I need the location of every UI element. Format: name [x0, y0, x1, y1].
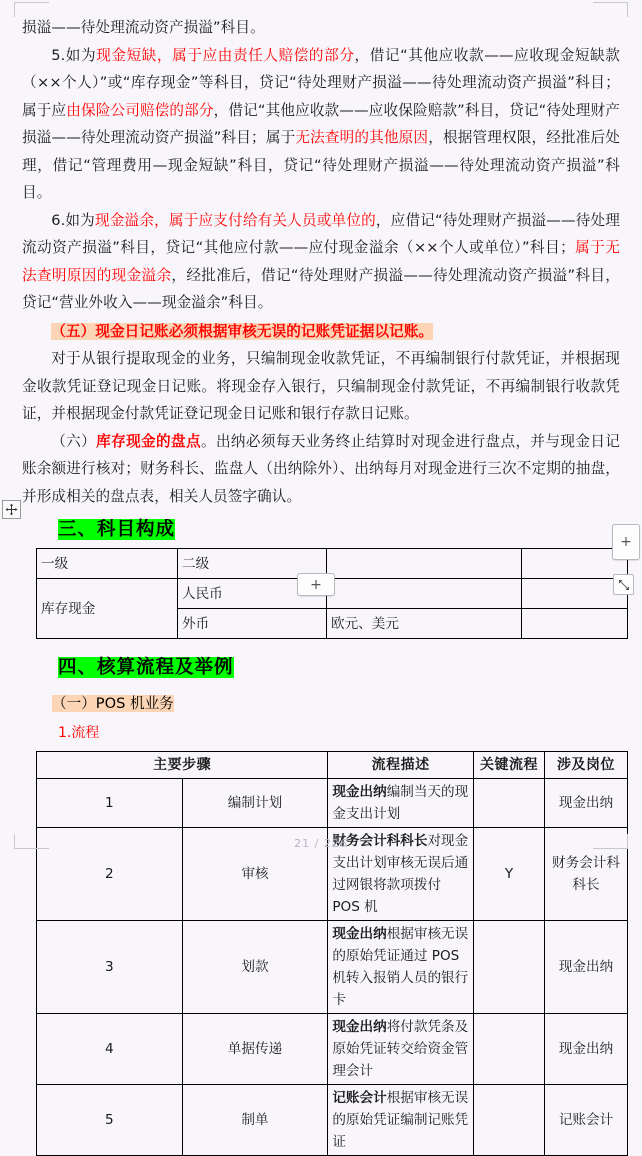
table-row [37, 1014, 628, 1085]
process-row-4-step[interactable]: 单据传递 [182, 1014, 328, 1085]
process-header-step[interactable]: 主要步骤 [37, 752, 328, 779]
table-row [37, 1085, 628, 1156]
subject-cell-col4-foreign[interactable] [522, 609, 628, 639]
process-row-4-no[interactable]: 4 [37, 1014, 183, 1085]
subject-header-level2[interactable]: 二级 [178, 549, 327, 579]
subject-header-col3[interactable] [327, 549, 522, 579]
process-row-1-desc-rest: 编制当天的现金支出计划 [332, 784, 469, 822]
paragraph-6-text-2: ，经批准后，借记“待处理财产损溢——待处理流动资产损溢”科目，贷记“营业外收入——现金溢余”科目。 [22, 266, 620, 311]
process-row-2-key[interactable]: Y [474, 828, 545, 921]
process-header-key[interactable]: 关键流程 [474, 752, 545, 779]
add-column-button[interactable]: + [297, 573, 335, 596]
process-row-5-role[interactable]: 记账会计 [545, 1085, 628, 1156]
paragraph-6-text-1: ，应借记“待处理财产损溢——待处理流动资产损溢”科目，贷记“其他应付款——应付现金溢余（××个人或单位）”科目； [22, 211, 621, 256]
process-row-4-desc-bold: 现金出纳 [332, 1019, 387, 1035]
move-arrows-icon [5, 503, 18, 516]
paragraph-five-body [22, 345, 620, 428]
process-header-desc[interactable]: 流程描述 [328, 752, 474, 779]
process-row-1-step[interactable]: 编制计划 [182, 779, 328, 828]
paragraph-continued [22, 0, 620, 42]
paragraph-6-red-3: 属于无法查明原因的现金溢余 [22, 239, 620, 284]
process-row-4-key[interactable] [474, 1014, 545, 1085]
paragraph-5-red-3: 由保险公司赔偿的部分 [66, 101, 214, 119]
subject-cell-col3-rmb[interactable] [327, 579, 522, 609]
paragraph-5-lead: 5.如为 [51, 46, 97, 64]
page-number: 21 / 226 [294, 837, 348, 850]
paragraph-six-rest: 。出纳必须每天业务终止结算时对现金进行盘点，并与现金日记账余额进行核对；财务科长、监盘人（出纳除外）、出纳每月对现金进行三次不定期的抽盘，并形成相关的盘点表，相关人员签字确认。 [22, 432, 621, 505]
subject-header-level1[interactable]: 一级 [37, 549, 178, 579]
process-row-4-desc-rest: 将付款凭条及原始凭证转交给资金管理会计 [332, 1019, 469, 1079]
paragraph-six [22, 428, 620, 511]
section-4-subheading-text: （一）POS 机业务 [52, 695, 174, 712]
process-row-1-desc-bold: 现金出纳 [332, 784, 387, 800]
section-4-heading-text: 四、核算流程及举例 [58, 657, 234, 678]
process-row-3-step[interactable]: 划款 [182, 921, 328, 1014]
process-row-3-role[interactable]: 现金出纳 [545, 921, 628, 1014]
process-row-5-desc-rest: 根据审核无误的原始凭证编制记账凭证 [332, 1090, 469, 1150]
heading-five-text: （五）现金日记账必须根据审核无误的记账凭证据以记账。 [51, 322, 434, 340]
paragraph-5-text-3: ，根据管理权限，经批准后处理，借记“管理费用—现金短缺”科目，贷记“待处理财产损溢——待处理流动资产损溢”科目。 [22, 129, 620, 201]
heading-five [22, 318, 620, 346]
section-3-heading [22, 515, 620, 545]
process-header-role[interactable]: 涉及岗位 [545, 752, 628, 779]
section-4-heading [22, 653, 620, 683]
process-row-5-key[interactable] [474, 1085, 545, 1156]
subject-cell-level2-rmb[interactable]: 人民币 [178, 579, 327, 609]
paragraph-five-body-text: 对于从银行提取现金的业务，只编制现金收款凭证，不再编制银行付款凭证，并根据现金收款凭证登记现金日记账。将现金存入银行，只编制现金付款凭证，不再编制银行收款凭证，并根据现金付款凭证登记现金日记账和银行存款日记账。 [22, 350, 620, 422]
paragraph-5-text-1: ，借记“其他应收款——应收现金短缺款（××个人）”或“库存现金”等科目，贷记“待处理财产损溢——待处理流动资产损溢”科目；属于应 [22, 46, 620, 119]
subject-cell-col4-rmb[interactable] [522, 579, 628, 609]
subject-cell-level1[interactable]: 库存现金 [37, 579, 178, 639]
paragraph-5-red-2: ，属于应由责任人赔偿的部分 [156, 46, 355, 64]
resize-diagonal-icon [618, 579, 630, 591]
paragraph-5 [22, 42, 620, 207]
process-row-5-no[interactable]: 5 [37, 1085, 183, 1156]
section-3-heading-text: 三、科目构成 [58, 519, 176, 540]
paragraph-5-red-1: 现金短缺 [96, 46, 157, 64]
process-row-2-desc-bold: 财务会计科科长 [332, 833, 428, 849]
process-row-3-desc-bold: 现金出纳 [332, 926, 387, 942]
add-row-button[interactable]: + [612, 524, 640, 560]
process-row-2-desc-rest: 对现金支出计划审核无误后通过网银将款项拨付 POS 机 [332, 833, 469, 915]
paragraph-six-prefix: （六） [51, 432, 97, 450]
process-row-4-desc[interactable] [328, 1014, 474, 1085]
process-row-1-role[interactable]: 现金出纳 [545, 779, 628, 828]
process-row-1-key[interactable] [474, 779, 545, 828]
table-row [37, 921, 628, 1014]
process-row-4-role[interactable]: 现金出纳 [545, 1014, 628, 1085]
process-row-2-role[interactable]: 财务会计科科长 [545, 828, 628, 921]
subject-cell-level2-foreign[interactable]: 外币 [178, 609, 327, 639]
process-row-5-desc[interactable] [328, 1085, 474, 1156]
process-row-5-step[interactable]: 制单 [182, 1085, 328, 1156]
process-row-1-desc[interactable] [328, 779, 474, 828]
paragraph-6-lead: 6.如为 [51, 211, 95, 229]
table-row [37, 752, 628, 779]
paragraph-6-red-1: 现金溢余 [94, 211, 155, 229]
paragraph-5-red-4: 无法查明的其他原因 [295, 129, 429, 146]
paragraph-continued-text: 损溢——待处理流动资产损溢”科目。 [22, 19, 265, 36]
paragraph-5-text-2: ，借记“其他应收款——应收保险赔款”科目，贷记“待处理财产损溢——待处理流动资产损溢”科目；属于 [22, 101, 620, 146]
paragraph-6 [22, 207, 620, 317]
paragraph-6-red-2: ，属于应支付给有关人员或单位的 [154, 211, 376, 229]
section-4-subheading [22, 690, 620, 717]
section-4-item-1: 1.流程 [58, 725, 100, 741]
process-row-3-no[interactable]: 3 [37, 921, 183, 1014]
process-row-3-key[interactable] [474, 921, 545, 1014]
subject-cell-col3-foreign[interactable]: 欧元、美元 [327, 609, 522, 639]
table-row [37, 779, 628, 828]
paragraph-six-red: 库存现金的盘点 [96, 432, 201, 450]
table-resize-handle[interactable] [613, 574, 634, 595]
table-move-handle[interactable] [2, 500, 21, 519]
process-row-1-no[interactable]: 1 [37, 779, 183, 828]
process-row-2-no[interactable]: 2 [37, 828, 183, 921]
process-row-3-desc[interactable] [328, 921, 474, 1014]
process-table [36, 751, 628, 1156]
process-row-2-step[interactable]: 审核 [182, 828, 328, 921]
process-row-3-desc-rest: 根据审核无误的原始凭证通过 POS 机转入报销人员的银行卡 [332, 926, 469, 1008]
process-row-5-desc-bold: 记账会计 [332, 1090, 387, 1106]
